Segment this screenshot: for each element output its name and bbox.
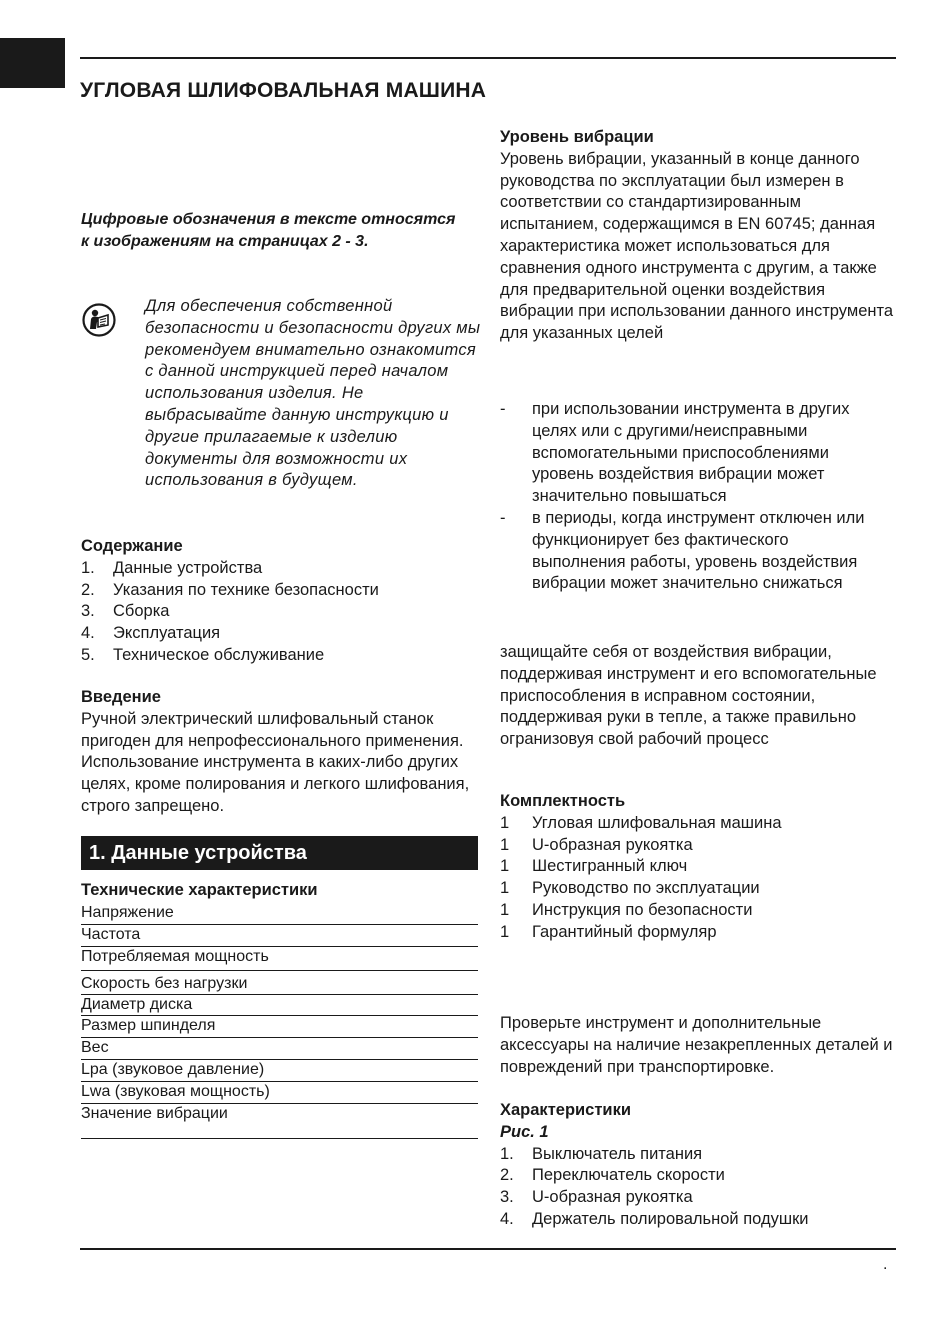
list-item: 4. Держатель полировальной подушки: [500, 1209, 809, 1228]
list-item: 1. Данные устройства: [81, 558, 263, 577]
vibration-section: [500, 127, 900, 345]
page-mark: .: [883, 1256, 888, 1273]
list-item: 1 Руководство по эксплуатации: [500, 879, 760, 898]
package-section: [500, 791, 900, 944]
spec-row: Размер шпинделя: [81, 1016, 478, 1038]
list-item: 2. Указания по технике безопасности: [81, 580, 379, 599]
list-item: 1 Шестигранный ключ: [500, 857, 688, 876]
list-item: 1 U-образная рукоятка: [500, 835, 693, 854]
vibration-heading: Уровень вибрации: [500, 128, 654, 146]
list-item: 5. Техническое обслуживание: [81, 645, 325, 664]
list-item: 1. Выключатель питания: [500, 1144, 703, 1163]
list-item: - в периоды, когда инструмент отключен или функционирует без фактического выполнения работы, уровень воздействия вибрации может значительно снижаться: [500, 508, 865, 593]
spec-heading: Технические характеристики: [81, 881, 318, 899]
list-item: 1 Инструкция по безопасности: [500, 900, 753, 919]
intro-heading: Введение: [81, 688, 161, 706]
features-heading: Характеристики: [500, 1101, 631, 1119]
list-item: 3. Сборка: [81, 602, 170, 621]
spec-row: Скорость без нагрузки: [81, 971, 478, 995]
contents-section: [81, 536, 481, 667]
spec-row: Напряжение: [81, 903, 478, 925]
spec-row: Lwa (звуковая мощность): [81, 1082, 478, 1104]
list-item: 1 Угловая шлифовальная машина: [500, 813, 782, 832]
intro-section: [81, 687, 481, 818]
features-section: [500, 1100, 900, 1231]
list-item: - при использовании инструмента в других целях или с другими/неисправными вспомогательными приспособлениями уровень воздействия вибрации может значительно повышаться: [500, 400, 850, 506]
top-rule: [80, 57, 896, 59]
spec-row: Вес: [81, 1038, 478, 1060]
contents-list: [81, 558, 481, 667]
list-item: 4. Эксплуатация: [81, 624, 221, 643]
spec-row: Lpa (звуковое давление): [81, 1060, 478, 1082]
figure-label: Рис. 1: [500, 1122, 549, 1141]
spec-row: Диаметр диска: [81, 995, 478, 1017]
section-title-bar: 1. Данные устройства: [81, 836, 478, 870]
corner-tab-block: [0, 38, 65, 88]
list-item: 2. Переключатель скорости: [500, 1166, 725, 1185]
page-title: УГЛОВАЯ ШЛИФОВАЛЬНАЯ МАШИНА: [80, 79, 487, 102]
spec-row: Потребляемая мощность: [81, 947, 478, 971]
spec-row: Частота: [81, 925, 478, 947]
bottom-rule: [80, 1248, 896, 1250]
protection-text: защищайте себя от воздействия вибрации, поддерживая инструмент и его вспомогательные приспособления в исправном состоянии, поддерживая руки в тепле, а также правильно огранизовуя свой рабочий процесс: [500, 643, 877, 749]
spec-row: Значение вибрации: [81, 1104, 478, 1139]
list-item: 1 Гарантийный формуляр: [500, 922, 717, 941]
package-list: [500, 813, 900, 944]
contents-heading: Содержание: [81, 537, 183, 555]
read-manual-icon: [82, 303, 116, 337]
features-list: [500, 1144, 900, 1231]
package-heading: Комплектность: [500, 792, 626, 810]
vibration-bullets: [500, 399, 900, 595]
list-item: 3. U-образная рукоятка: [500, 1188, 693, 1207]
safety-notice: Для обеспечения собственной безопасности и безопасности других мы рекомендуем внимательно ознакомится с данной инструкцией перед началом использования изделия. Не выбрасывайте данную инструкцию и другие прилагаемые к изделию документы для возможности их использования в будущем.: [145, 297, 481, 490]
spec-table: [81, 903, 478, 1139]
check-text: Проверьте инструмент и дополнительные аксессуары на наличие незакрепленных деталей и повреждений при транспортировке.: [500, 1014, 893, 1076]
figure-reference-note: Цифровые обозначения в тексте относятся к изображениям на страницах 2 - 3.: [81, 211, 456, 250]
vibration-text: Уровень вибрации, указанный в конце данного руководства по эксплуатации был измерен в соответствии со стандартизированным испытанием, содержащимся в EN 60745; данная характеристика может использоваться для сравнения одного инструмента с другим, а также для предварительной оценки воздействия вибрации при использовании данного инструмента для указанных целей: [500, 149, 894, 343]
intro-text: Ручной электрический шлифовальный станок пригоден для непрофессионального применения. Использование инструмента в каких-либо других целях, кроме полирования и легкого шлифования, строго запрещено.: [81, 709, 470, 815]
